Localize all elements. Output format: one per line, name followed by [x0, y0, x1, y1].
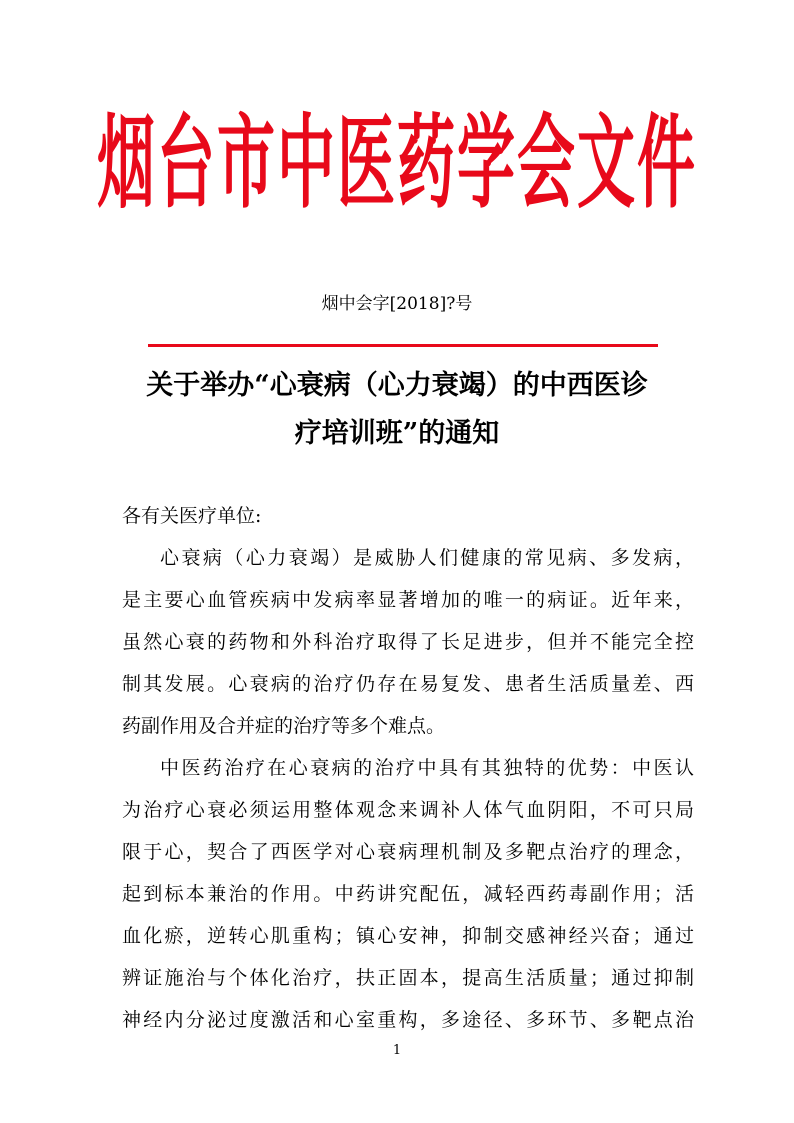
red-divider-line	[148, 344, 658, 347]
paragraph-line: 起到标本兼治的作用。中药讲究配伍，减轻西药毒副作用；活	[122, 883, 694, 905]
paragraph-line: 限于心，契合了西医学对心衰病理机制及多靶点治疗的理念，	[122, 841, 694, 863]
paragraph-line: 为治疗心衰必须运用整体观念来调补人体气血阴阳，不可只局	[122, 799, 694, 821]
paragraph-2	[122, 747, 694, 1041]
paragraph-line: 心衰病（心力衰竭）是威胁人们健康的常见病、多发病，	[160, 547, 694, 569]
title-line-2: 疗培训班”的通知	[294, 418, 500, 449]
paragraph-line: 血化瘀，逆转心肌重构；镇心安神，抑制交感神经兴奋；通过	[122, 925, 694, 947]
paragraph-line: 是主要心血管疾病中发病率显著增加的唯一的病证。近年来，	[122, 589, 694, 611]
paragraph-line: 神经内分泌过度激活和心室重构，多途径、多环节、多靶点治	[122, 1009, 694, 1031]
salutation: 各有关医疗单位:	[122, 505, 262, 527]
title-line-1: 关于举办“心衰病（心力衰竭）的中西医诊	[146, 370, 648, 401]
page-number: 1	[392, 1043, 402, 1058]
paragraph-1	[122, 537, 694, 747]
paragraph-line: 药副作用及合并症的治疗等多个难点。	[122, 715, 446, 737]
masthead-title: 烟台市中医药学会文件	[96, 103, 697, 223]
paragraph-line: 辨证施治与个体化治疗，扶正固本，提高生活质量；通过抑制	[122, 967, 694, 989]
notice-body	[122, 495, 694, 1041]
paragraph-line: 虽然心衰的药物和外科治疗取得了长足进步，但并不能完全控	[122, 631, 694, 653]
document-number: 烟中会字[2018]?号	[321, 294, 473, 314]
paragraph-line: 制其发展。心衰病的治疗仍存在易复发、患者生活质量差、西	[122, 673, 694, 695]
paragraph-line: 中医药治疗在心衰病的治疗中具有其独特的优势：中医认	[160, 757, 694, 779]
notice-title	[110, 362, 684, 458]
